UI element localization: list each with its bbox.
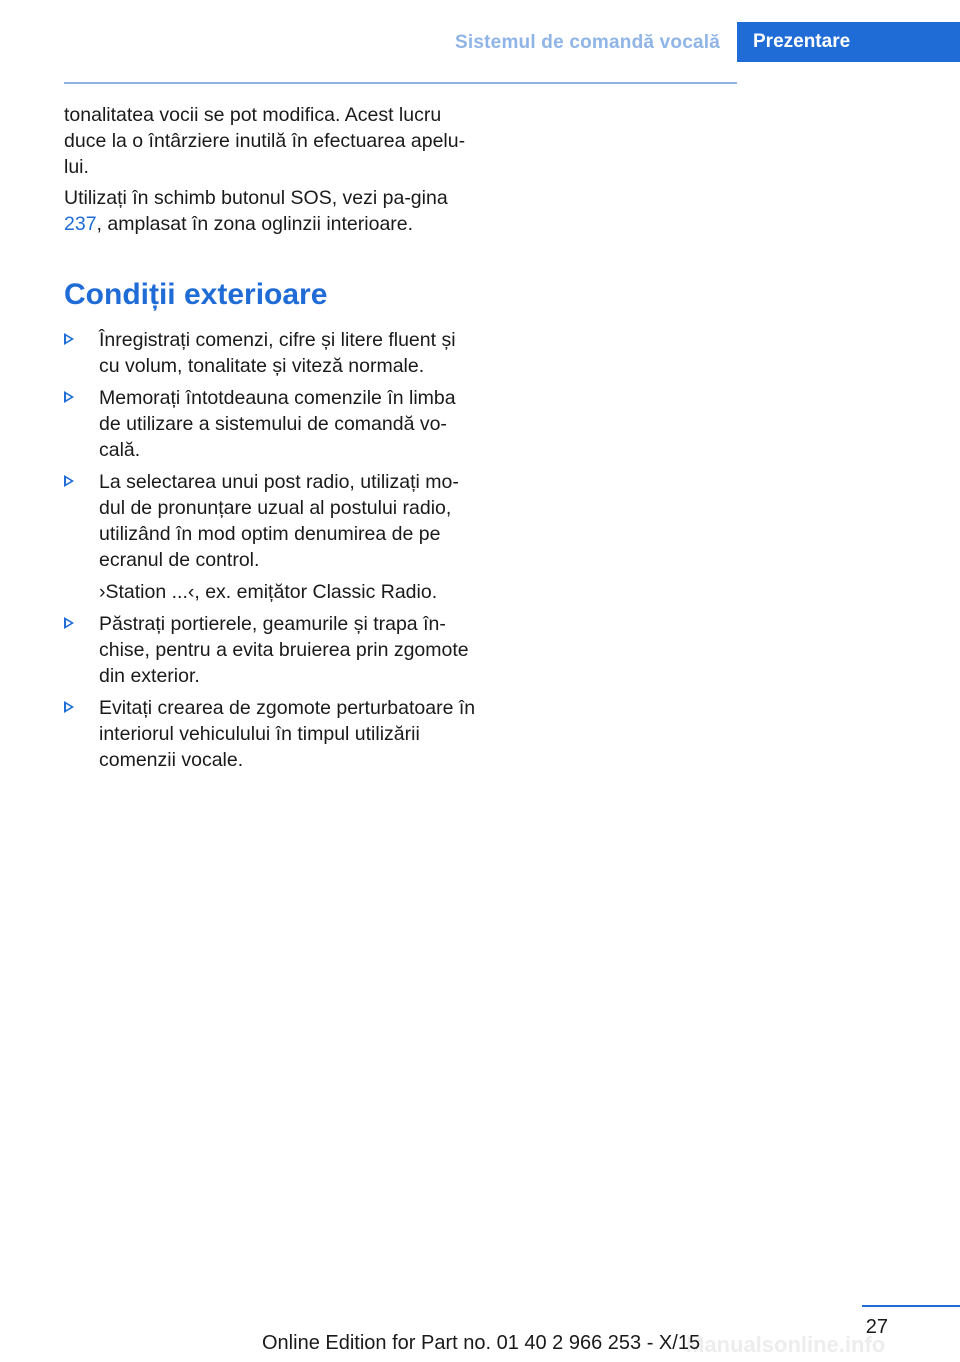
triangle-bullet-icon	[64, 617, 74, 629]
paragraph-2-text-before: Utilizați în schimb butonul SOS, vezi pa‐gina	[64, 187, 448, 209]
main-content	[64, 102, 479, 779]
list-item-text: La selectarea unui post radio, utilizați mo‐dul de pronunțare uzual al postului radio, utilizând în mod optim denumirea de pe ecranul de control.	[99, 471, 459, 571]
list-item-text: Memorați întotdeauna comenzile în limba de utilizare a sistemului de comandă vo‐cală.	[99, 387, 456, 461]
chapter-title: Sistemul de comandă vocală	[455, 32, 720, 53]
paragraph-2-text-after: , amplasat în zona oglinzii interioare.	[96, 213, 414, 235]
list-item	[64, 611, 479, 689]
triangle-bullet-icon	[64, 475, 74, 487]
body-paragraph-2	[64, 185, 479, 237]
page-number: 27	[865, 1316, 888, 1338]
list-item-text: Evitați crearea de zgomote perturbatoare în interiorul vehiculului în timpul utilizării comenzii vocale.	[99, 697, 476, 771]
list-item	[64, 327, 479, 379]
list-item-text: Înregistrați comenzi, cifre și litere fluent și cu volum, tonalitate și viteză normale.	[99, 329, 456, 377]
list-item	[64, 695, 479, 773]
header-divider	[64, 82, 737, 84]
list-item	[64, 469, 479, 605]
page-header	[0, 22, 960, 62]
footer-divider	[862, 1305, 960, 1307]
list-item	[64, 385, 479, 463]
section-tab: Prezentare	[737, 22, 960, 62]
list-item-example: ›Station ...‹, ex. emițător Classic Radio.	[99, 581, 438, 603]
triangle-bullet-icon	[64, 333, 74, 345]
body-paragraph-1: tonalitatea vocii se pot modifica. Acest lucru duce la o întârziere inutilă în efectuarea apelu‐lui.	[64, 104, 466, 178]
watermark-logo: Manualsonline.info	[686, 1332, 886, 1357]
bullet-list	[64, 327, 479, 773]
list-item-text: Păstrați portierele, geamurile și trapa în‐chise, pentru a evita bruierea prin zgomote din exterior.	[99, 613, 469, 687]
section-title: Condiții exterioare	[64, 278, 328, 311]
triangle-bullet-icon	[64, 701, 74, 713]
footer-edition: Online Edition for Part no. 01 40 2 966 253 - X/15	[262, 1332, 701, 1354]
page-reference-link[interactable]: 237	[64, 213, 97, 235]
triangle-bullet-icon	[64, 391, 74, 403]
